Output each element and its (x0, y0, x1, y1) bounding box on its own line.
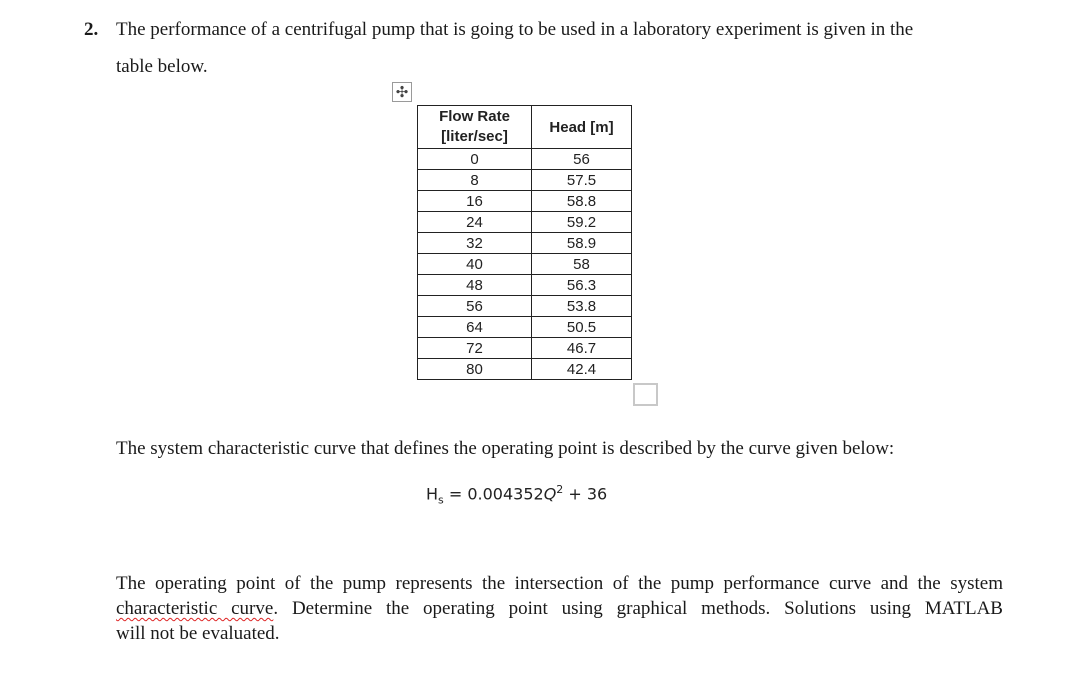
flow-rate-cell: 8 (418, 170, 532, 191)
table-row (418, 338, 632, 359)
table-row (418, 317, 632, 338)
head-cell: 42.4 (532, 359, 632, 380)
equation-variable: Q (543, 484, 557, 504)
paragraph-line-1: The operating point of the pump represents the intersection of the pump performance curve and the system (116, 573, 1003, 594)
table-row (418, 170, 632, 191)
head-cell: 58 (532, 254, 632, 275)
head-cell: 56 (532, 149, 632, 170)
flow-rate-cell: 24 (418, 212, 532, 233)
misspelled-word[interactable]: characteristic curve (116, 598, 274, 619)
table-row (418, 149, 632, 170)
question-number: 2. (84, 19, 99, 40)
flow-rate-header (418, 106, 532, 149)
head-cell: 46.7 (532, 338, 632, 359)
flow-rate-cell: 48 (418, 275, 532, 296)
paragraph-line-2-rest: . Determine the operating point using graphical methods. Solutions using MATLAB (273, 598, 1003, 619)
equation-lhs-subscript: s (438, 493, 444, 507)
flow-rate-cell: 16 (418, 191, 532, 212)
flow-rate-cell: 72 (418, 338, 532, 359)
head-header: Head [m] (532, 106, 632, 149)
head-cell: 56.3 (532, 275, 632, 296)
flow-rate-cell: 40 (418, 254, 532, 275)
flow-rate-cell: 56 (418, 296, 532, 317)
table-header-row (418, 106, 632, 149)
flow-rate-cell: 64 (418, 317, 532, 338)
table-move-handle-icon[interactable]: ✣ (392, 82, 412, 102)
question-text-line-1: The performance of a centrifugal pump that is going to be used in a laboratory experiment is given in the (116, 19, 914, 40)
flow-rate-header-line-1: Flow Rate (439, 108, 510, 125)
table-row (418, 233, 632, 254)
flow-rate-cell: 32 (418, 233, 532, 254)
table-resize-handle-icon[interactable] (633, 383, 658, 406)
table-row (418, 296, 632, 317)
flow-rate-cell: 80 (418, 359, 532, 380)
equation-exponent: 2 (556, 483, 564, 496)
head-cell: 58.8 (532, 191, 632, 212)
table-row (418, 275, 632, 296)
flow-rate-header-line-2: [liter/sec] (441, 128, 508, 145)
operating-point-paragraph (116, 571, 1016, 646)
table-body (418, 149, 632, 380)
head-cell: 58.9 (532, 233, 632, 254)
equation-lhs: H (426, 484, 439, 504)
table-row (418, 254, 632, 275)
head-cell: 53.8 (532, 296, 632, 317)
table-row (418, 191, 632, 212)
pump-performance-table (417, 105, 632, 380)
head-cell: 59.2 (532, 212, 632, 233)
equation-middle: = 0.004352 (443, 484, 544, 504)
head-cell: 57.5 (532, 170, 632, 191)
paragraph-line-3: will not be evaluated. (116, 623, 280, 644)
equation-rhs: + 36 (563, 484, 608, 504)
question-text-line-2: table below. (116, 56, 208, 77)
table-row (418, 212, 632, 233)
system-curve-equation (426, 483, 607, 507)
table-row (418, 359, 632, 380)
flow-rate-cell: 0 (418, 149, 532, 170)
paragraph-line-2 (116, 596, 1003, 621)
head-cell: 50.5 (532, 317, 632, 338)
system-curve-text: The system characteristic curve that defines the operating point is described by the curve given below: (116, 438, 895, 459)
